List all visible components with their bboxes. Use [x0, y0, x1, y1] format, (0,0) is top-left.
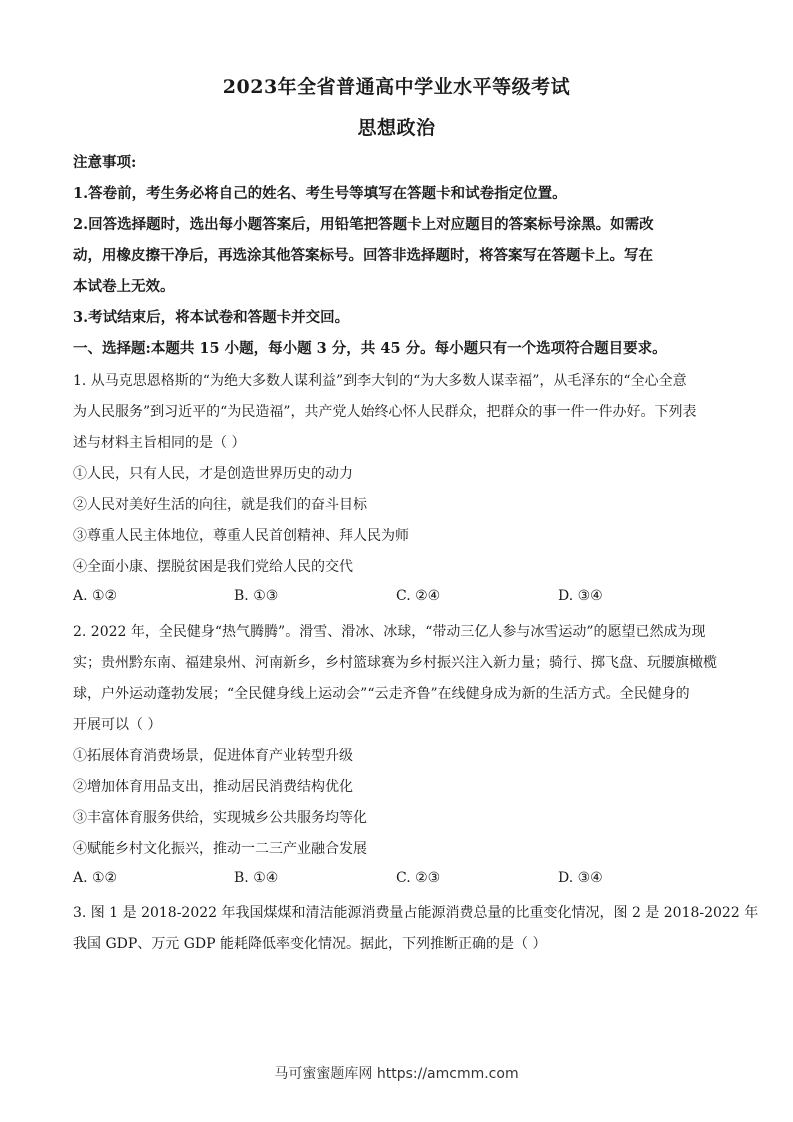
notice-item-2: 2.回答选择题时，选出每小题答案后，用铅笔把答题卡上对应题目的答案标号涂黑。如需改 [73, 216, 654, 233]
watermark-footer: 马可蜜蜜题库网 https://amcmm.com [274, 1066, 519, 1082]
notice-heading: 注意事项: [73, 154, 137, 171]
q2-stem-line: 球，户外运动蓬勃发展；“全民健身线上运动会”“云走齐鲁”在线健身成为新的生活方式。全民健身的 [73, 686, 690, 702]
section-heading: 一、选择题:本题共 15 小题，每小题 3 分，共 45 分。每小题只有一个选项符合题目要求。 [73, 340, 667, 357]
q1-stem-line: 述与材料主旨相同的是（ ） [73, 435, 246, 451]
q2-stem-line: 开展可以（ ） [73, 717, 162, 733]
notice-item-1: 1.答卷前，考生务必将自己的姓名、考生号等填写在答题卡和试卷指定位置。 [73, 185, 567, 202]
notice-item-3: 3.考试结束后，将本试卷和答题卡并交回。 [73, 309, 350, 326]
q2-option-d: D. ③④ [558, 870, 603, 886]
q2-statement: ③丰富体育服务供给，实现城乡公共服务均等化 [73, 810, 367, 826]
q2-option-c: C. ②③ [396, 870, 441, 886]
q1-option-a: A. ①② [73, 588, 118, 604]
q2-statement: ②增加体育用品支出，推动居民消费结构优化 [73, 779, 353, 795]
q2-option-b: B. ①④ [234, 870, 279, 886]
exam-title: 2023年全省普通高中学业水平等级考试 [222, 76, 571, 98]
subject-title: 思想政治 [357, 117, 436, 139]
q1-statement: ④全面小康、摆脱贫困是我们党给人民的交代 [73, 559, 353, 575]
q2-option-a: A. ①② [73, 870, 118, 886]
q3-stem-line: 3. 图 1 是 2018-2022 年我国煤煤和清洁能源消费量占能源消费总量的比重变化情况，图 2 是 2018-2022 年 [73, 905, 759, 921]
q1-stem-line: 为人民服务”到习近平的“为民造福”，共产党人始终心怀人民群众，把群众的事一件一件办好。下列表 [73, 404, 697, 420]
q1-option-c: C. ②④ [396, 588, 441, 604]
q1-statement: ②人民对美好生活的向往，就是我们的奋斗目标 [73, 497, 367, 513]
q3-stem-line: 我国 GDP、万元 GDP 能耗降低率变化情况。据此，下列推断正确的是（ ） [73, 936, 547, 952]
q2-statement: ①拓展体育消费场景，促进体育产业转型升级 [73, 748, 353, 764]
q1-statement: ③尊重人民主体地位，尊重人民首创精神、拜人民为师 [73, 528, 409, 544]
notice-item-2-cont: 动，用橡皮擦干净后，再选涂其他答案标号。回答非选择题时，将答案写在答题卡上。写在 [73, 247, 653, 264]
q1-option-d: D. ③④ [558, 588, 603, 604]
q1-stem-line: 1. 从马克思恩格斯的“为绝大多数人谋利益”到李大钊的“为大多数人谋幸福”，从毛泽东的“全心全意 [73, 373, 687, 389]
notice-item-2-end: 本试卷上无效。 [73, 278, 175, 295]
q2-statement: ④赋能乡村文化振兴，推动一二三产业融合发展 [73, 841, 367, 857]
q1-statement: ①人民，只有人民，才是创造世界历史的动力 [73, 466, 353, 482]
q2-stem-line: 实；贵州黔东南、福建泉州、河南新乡，乡村篮球赛为乡村振兴注入新力量；骑行、掷飞盘、玩腰旗橄榄 [73, 655, 717, 671]
q1-option-b: B. ①③ [234, 588, 279, 604]
q2-stem-line: 2. 2022 年，全民健身“热气腾腾”。滑雪、滑冰、冰球，“带动三亿人参与冰雪运动”的愿望已然成为现 [73, 624, 706, 640]
